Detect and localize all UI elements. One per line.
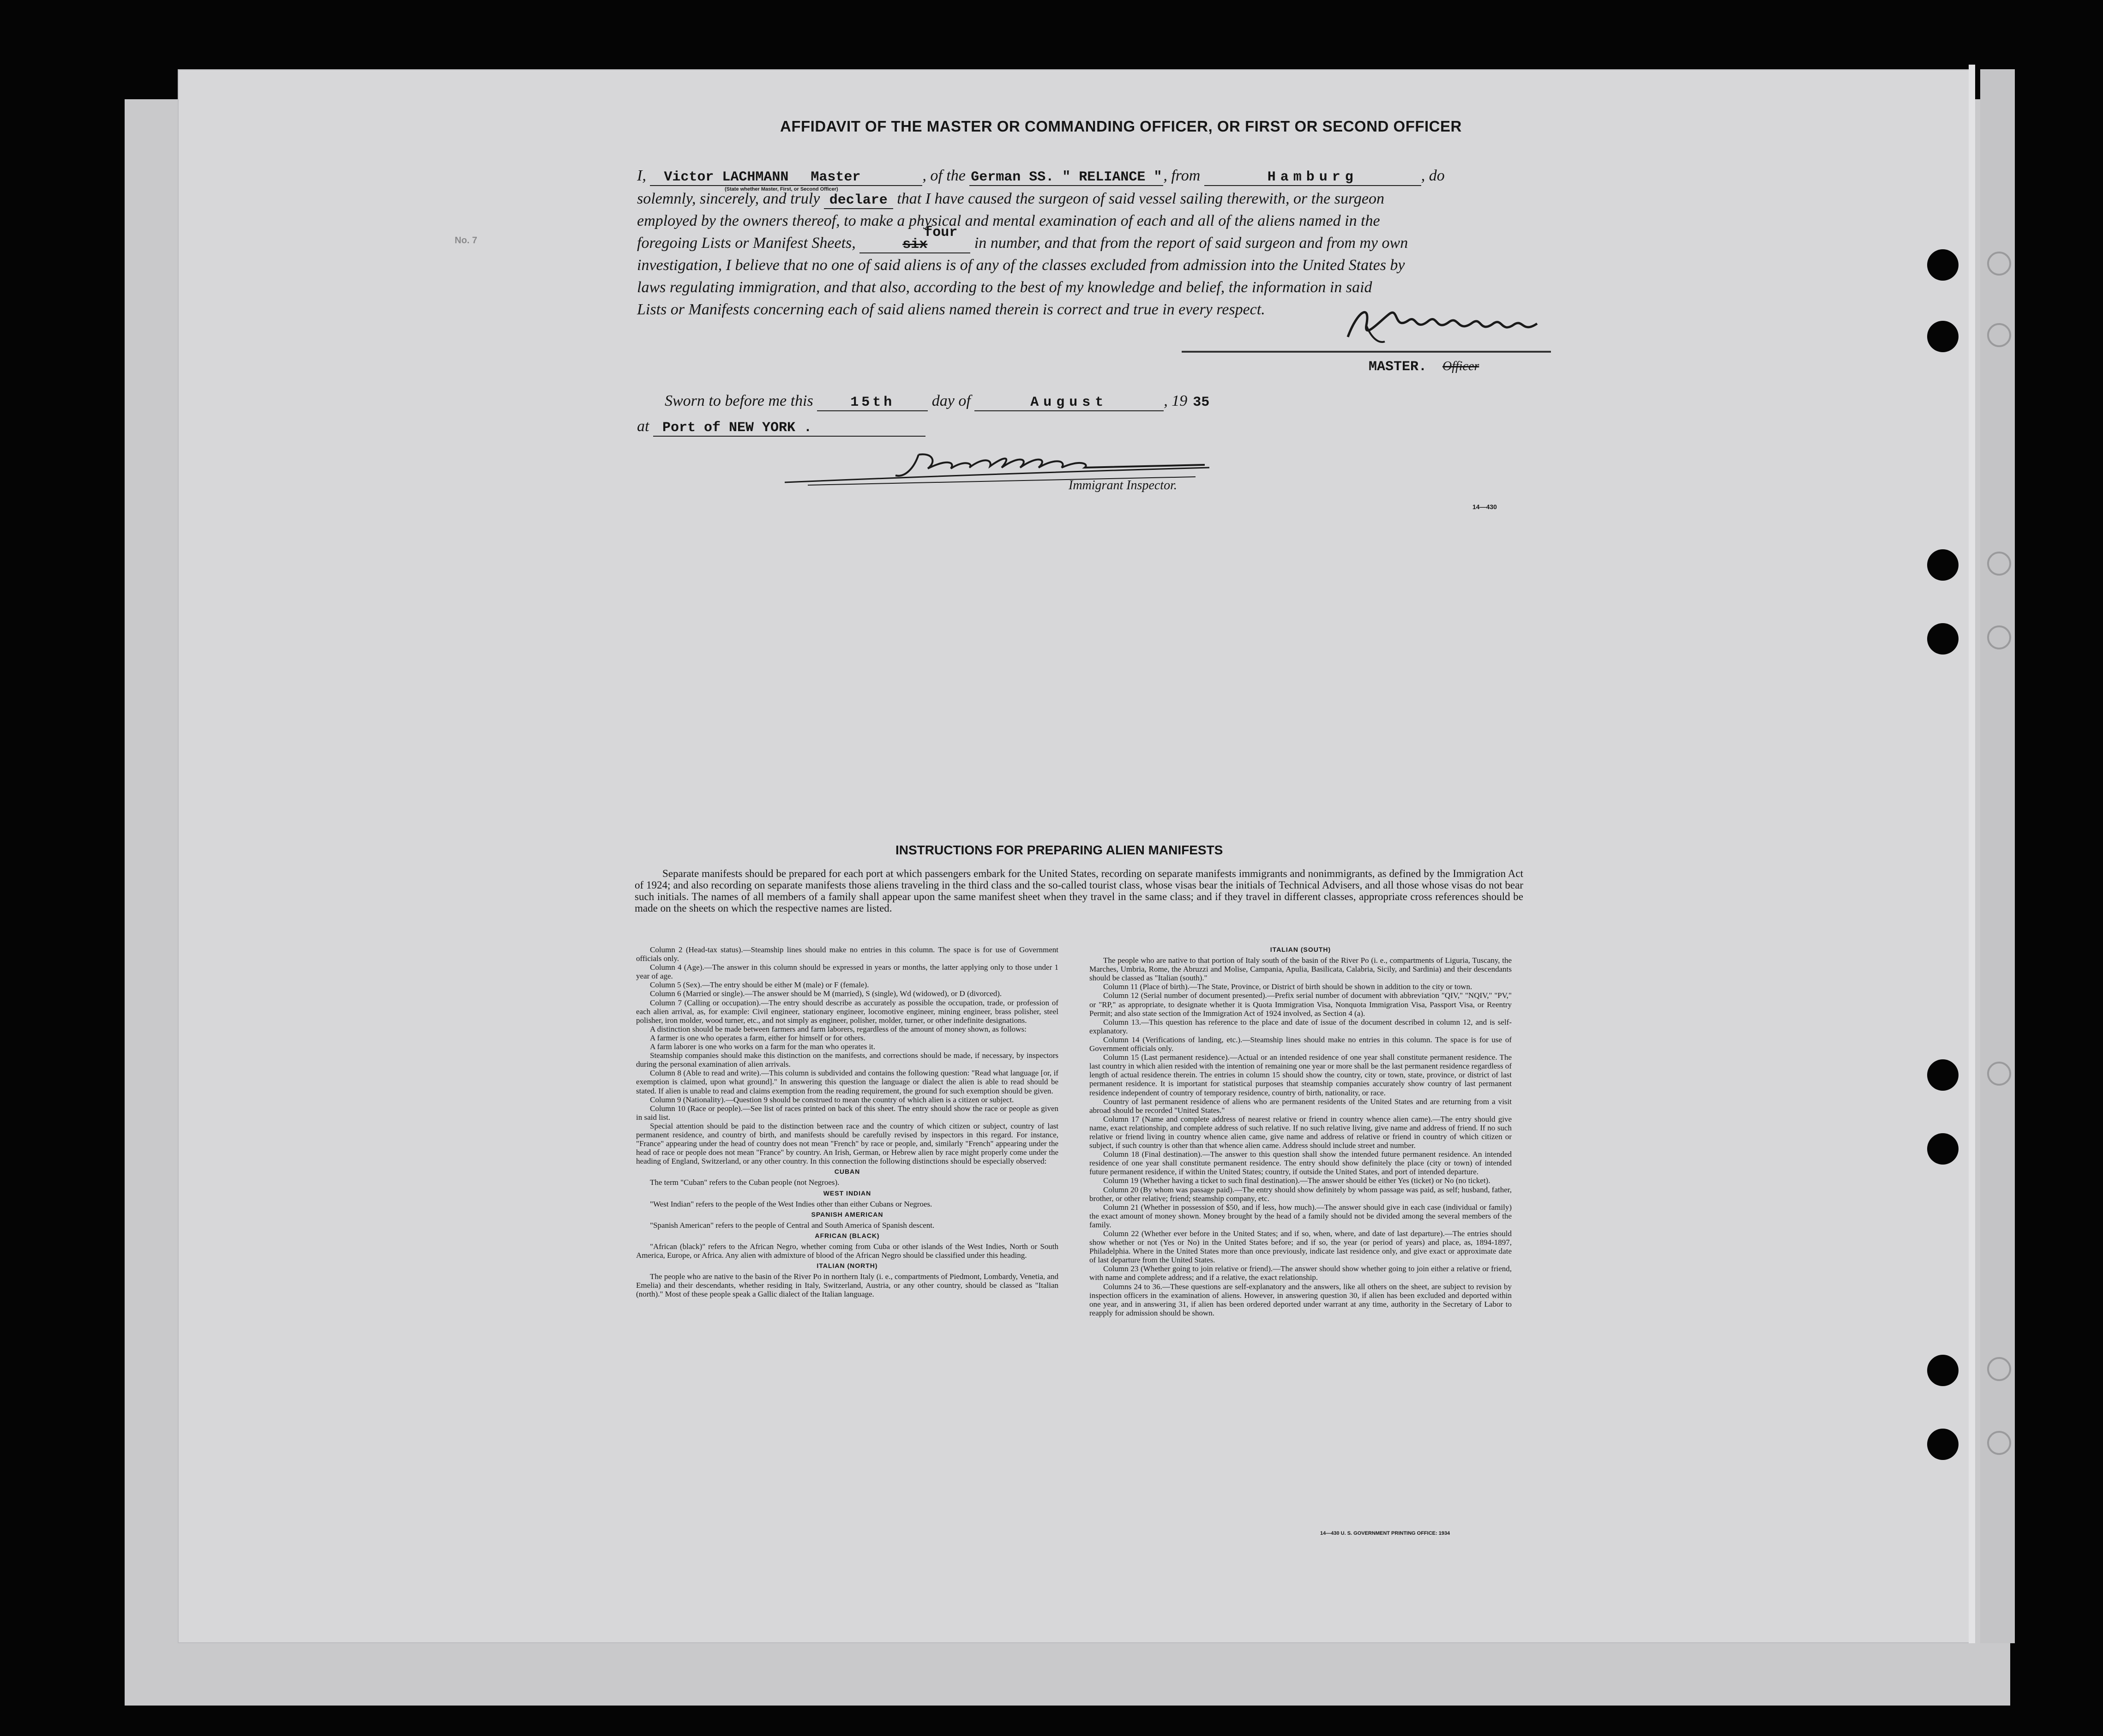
- paragraph: Column 19 (Whether having a ticket to such final destination).—The answer should be either Yes (ticket) or No (no ticket).: [1103, 1176, 1490, 1185]
- paragraph: The term "Cuban" refers to the Cuban people (not Negroes).: [650, 1178, 840, 1187]
- officer-name: [650, 169, 922, 186]
- text: I,: [637, 167, 646, 184]
- affidavit-line-2: [637, 190, 1384, 209]
- sworn-line: [665, 392, 1215, 411]
- paragraph: Column 10 (Race or people).—See list of races printed on back of this sheet. The entry should show the race or people as given in said list.: [636, 1104, 1058, 1122]
- instructions-left-column: [636, 945, 1058, 1299]
- punch-hole: [1927, 321, 1959, 352]
- paragraph: "Spanish American" refers to the people of Central and South America of Spanish descent.: [650, 1220, 935, 1230]
- text: day of: [931, 392, 971, 409]
- text: , do: [1421, 167, 1445, 184]
- paragraph: Column 20 (By whom was passage paid).—The entry should show definitely by whom passage was paid, as self; husband, father, brother, or other relative; friend; steamship company, etc.: [1089, 1185, 1512, 1203]
- paragraph: Column 15 (Last permanent residence).—Actual or an intended residence of one year shall constitute permanent residence. The last country in which alien resided with the intention of remaining one year or more shall be the last permanent residence regardless of length of actual residence therein. The entries in column 15 should show the country, city or town, state, province, or district of last permanent residence. It is important for statistical purposes that steamship companies accurately show country of last permanent residence independent of country of temporary residence, country of birth, nationality, or race.: [1089, 1053, 1512, 1097]
- at-line: [637, 418, 925, 437]
- officer-struck: Officer: [1442, 359, 1479, 373]
- sheet-count-inserted: four: [924, 225, 958, 240]
- officer-rank: Master: [811, 169, 861, 185]
- text: in number, and that from the report of said surgeon and from my own: [974, 234, 1408, 252]
- text: at: [637, 418, 649, 435]
- paragraph: Column 23 (Whether going to join relative or friend).—The answer should show whether going to join either a relative or friend, with name and complete address; and if a relative, the exact relationship.: [1089, 1264, 1512, 1282]
- paragraph: Column 22 (Whether ever before in the United States; and if so, when, where, and date of last departure).—The entries should show whether or not (Yes or No) in the United States before; and if so, the year (or period of years) and place, as, 1894-1897, Philadelphia. Where in the United States more than once previously, indicate last residence only, and give exact or approximate date of last departure from the United States.: [1089, 1229, 1512, 1265]
- paragraph: Column 7 (Calling or occupation).—The entry should describe as accurately as possible the occupation, trade, or profession of each alien arrival, as, for example: Civil engineer, stationary engineer, locomotive engineer, mining engineer, brass polisher, steel polisher, iron molder, wood turner, etc., and not simply as engineer, polisher, molder, turner, or other indefinite designations.: [636, 998, 1058, 1025]
- officer-name-value: Victor LACHMANN: [664, 169, 789, 185]
- affidavit-line-5: investigation, I believe that no one of said aliens is of any of the classes excluded from admission into the United States by: [637, 257, 1405, 274]
- paragraph: Column 4 (Age).—The answer in this column should be expressed in years or months, the latter applying only to those under 1 year of age.: [636, 963, 1058, 981]
- affidavit-line-3: employed by the owners thereof, to make a physical and mental examination of each and all of the aliens named in the: [637, 212, 1380, 229]
- paragraph: Column 6 (Married or single).—The answer should be M (married), S (single), Wd (widowed), or D (divorced).: [650, 989, 1002, 998]
- paragraph: A farm laborer is one who works on a farm for the man who operates it.: [650, 1042, 876, 1051]
- heading-italian-south: ITALIAN (SOUTH): [1270, 946, 1331, 953]
- affidavit-line-1: [637, 167, 1445, 186]
- punch-hole: [1927, 1133, 1959, 1165]
- departure-port: Hamburg: [1204, 169, 1421, 186]
- paragraph: Column 8 (Able to read and write).—This column is subdivided and contains the following question: "Read what language [or, if exemption is claimed, upon what ground]." In answering this question the language or dialect the alien is able to read should be stated. If alien is unable to read and claims exemption from the reading requirement, the ground for such exemption should be given.: [636, 1069, 1058, 1095]
- text: Sworn to before me this: [665, 392, 813, 409]
- punch-hole: [1927, 249, 1959, 281]
- master-text: MASTER.: [1369, 359, 1427, 375]
- paragraph: Column 5 (Sex).—The entry should be either M (male) or F (female).: [650, 980, 869, 990]
- declare-field: declare: [824, 192, 893, 209]
- sworn-month: August: [974, 395, 1164, 411]
- sworn-year: 35: [1193, 395, 1210, 410]
- paragraph: Steamship companies should make this distinction on the manifests, and corrections should be made, if necessary, by inspectors during the personal examination of alien arrivals.: [636, 1051, 1058, 1069]
- heading-cuban: CUBAN: [834, 1168, 860, 1176]
- paragraph: Column 13.—This question has reference to the place and date of issue of the document described in column 12, and is self-explanatory.: [1089, 1017, 1512, 1035]
- at-port: Port of NEW YORK .: [653, 420, 925, 437]
- instructions-right-column: [1089, 945, 1512, 1317]
- punch-hole-shadow: [1987, 625, 2011, 649]
- paragraph: Country of last permanent residence of aliens who are permanent residents of the United States and are returning from a visit abroad should be recorded "United States.": [1089, 1097, 1512, 1115]
- paragraph: Column 14 (Verifications of landing, etc.).—Steamship lines should make no entries in this column. The space is for use of Government officials only.: [1089, 1035, 1512, 1053]
- paragraph: Columns 24 to 36.—These questions are self-explanatory and the answers, like all others on the sheet, are subject to revision by inspection officers in the examination of aliens. However, in answering question 30, if alien has been excluded and deported within one year, and in answering 31, if alien has been ordered deported under warrant at any time, authority in the Secretary of Labor to reapply for admission should be shown.: [1089, 1282, 1512, 1317]
- heading-spanish-american: SPANISH AMERICAN: [811, 1210, 883, 1218]
- punch-hole: [1927, 1429, 1959, 1460]
- punch-hole-shadow: [1987, 1357, 2011, 1381]
- affidavit-title: AFFIDAVIT OF THE MASTER OR COMMANDING OFFICER, OR FIRST OR SECOND OFFICER: [780, 118, 1462, 135]
- heading-west-indian: WEST INDIAN: [823, 1189, 871, 1197]
- text: solemnly, sincerely, and truly: [637, 190, 820, 207]
- sheet-count-struck: six: [902, 237, 928, 252]
- paragraph: Column 9 (Nationality).—Question 9 should be construed to mean the country of which alien is a citizen or subject.: [650, 1095, 1014, 1104]
- instructions-title: INSTRUCTIONS FOR PREPARING ALIEN MANIFESTS: [895, 843, 1223, 857]
- text: foregoing Lists or Manifest Sheets,: [637, 234, 856, 252]
- affidavit-line-7: Lists or Manifests concerning each of said aliens named therein is correct and true in every respect.: [637, 301, 1265, 318]
- text: , of the: [922, 167, 966, 184]
- text: , 19: [1164, 392, 1188, 409]
- affidavit-line-6: laws regulating immigration, and that also, according to the best of my knowledge and belief, the information in said: [637, 279, 1372, 296]
- master-signature: [1339, 293, 1556, 348]
- master-label: [1369, 359, 1479, 375]
- affidavit-line-4: [637, 225, 1408, 253]
- punch-hole: [1927, 549, 1959, 581]
- punch-hole-shadow: [1987, 252, 2011, 276]
- binding-strip: [1980, 69, 2015, 1643]
- master-signature-line: [1182, 351, 1551, 353]
- punch-hole: [1927, 1059, 1959, 1091]
- paragraph: Special attention should be paid to the distinction between race and the country of which citizen or subject, country of last permanent residence, and country of birth, and manifests should be carefully revised by inspectors in this regard. For instance, "France" appearing under the head of country does not mean "French" by race or people, and, similarly "French" appearing under the head of race or people does not mean "France" by country. An Irish, German, or Hebrew alien by race might properly come under the heading of England, Switzerland, or any other country. In this connection the following distinctions should be especially observed:: [636, 1121, 1058, 1166]
- sworn-day: 15th: [817, 395, 928, 411]
- paragraph: Column 11 (Place of birth).—The State, Province, or District of birth should be shown in addition to the city or town.: [1103, 982, 1472, 991]
- text: , from: [1163, 167, 1201, 184]
- paragraph: Column 18 (Final destination).—The answer to this question shall show the intended future permanent residence. An intended residence of one year shall constitute permanent residence. The entry should show definitely the place (city or town) of intended future permanent residence, if within the United States; country, if outside the United States, and port of intended departure.: [1089, 1150, 1512, 1177]
- inspector-label: Immigrant Inspector.: [1069, 478, 1177, 493]
- paragraph: A farmer is one who operates a farm, either for himself or for others.: [650, 1033, 865, 1042]
- punch-hole: [1927, 623, 1959, 655]
- printing-office-footer: 14—430 U. S. GOVERNMENT PRINTING OFFICE: 1934: [1320, 1531, 1450, 1536]
- punch-hole-shadow: [1987, 323, 2011, 347]
- paragraph: Column 12 (Serial number of document presented).—Prefix serial number of document with abbreviation "QIV," "NQIV," "PV," or "RP," as appropriate, to designate whether it is Quota Immigration Visa, Nonquota Immigration Visa, Passport Visa, or Reentry Permit; and also state section of the Immigration Act of 1924 involved, as Section 4 (a).: [1089, 991, 1512, 1018]
- text: that I have caused the surgeon of said vessel sailing therewith, or the surgeon: [897, 190, 1385, 207]
- paragraph: The people who are native to the basin of the River Po in northern Italy (i. e., compartments of Piedmont, Lombardy, Venetia, and Emelia) and their descendants, whether residing in Italy, Switzerland, Austria, or any other country, should be classed as "Italian (north)." Most of these people speak a Gallic dialect of the Italian language.: [636, 1272, 1058, 1299]
- form-code: 14—430: [1472, 503, 1497, 511]
- ship-name: German SS. " RELIANCE ": [969, 169, 1163, 186]
- paragraph: Column 2 (Head-tax status).—Steamship lines should make no entries in this column. The space is for use of Government officials only.: [636, 945, 1058, 963]
- paragraph: Column 17 (Name and complete address of nearest relative or friend in country whence alien came).—The entry should give name, exact relationship, and complete address of such relative. If no such relative living, give name and address of friend. If no such relative or friend living in country whence alien came, give name and address of relative or friend in country of which citizen or subject, if such country is other than that whence alien came. Address should include street and number.: [1089, 1114, 1512, 1150]
- instructions-intro: Separate manifests should be prepared for each port at which passengers embark for the United States, recording on separate manifests immigrants and nonimmigrants, as defined by the Immigration Act of 1924; and also recording on separate manifests those aliens traveling in the third class and the so-called tourist class, whose visas bear the initials of Technical Advisers, and all those whose visas do not bear such initials. The names of all members of a family shall appear upon the same manifest sheet when they travel in the same class; and if they travel in different classes, appropriate cross references should be made on the sheets on which the respective names are listed.: [635, 868, 1523, 914]
- sheet-count: [859, 225, 970, 253]
- ghost-mark: No. 7: [455, 235, 477, 246]
- punch-hole: [1927, 1355, 1959, 1386]
- heading-italian-north: ITALIAN (NORTH): [817, 1262, 878, 1270]
- paragraph: "African (black)" refers to the African Negro, whether coming from Cuba or other islands of the West Indies, North or South America, Europe, or Africa. Any alien with admixture of blood of the African Negro should be classified under this heading.: [636, 1242, 1058, 1260]
- rank-caption: (State whether Master, First, or Second Officer): [725, 186, 838, 192]
- punch-hole-shadow: [1987, 552, 2011, 576]
- paragraph: A distinction should be made between farmers and farm laborers, regardless of the amount of money shown, as follows:: [650, 1024, 1027, 1033]
- paragraph: "West Indian" refers to the people of the West Indies other than either Cubans or Negroes.: [650, 1199, 932, 1208]
- paragraph: Column 21 (Whether in possession of $50, and if less, how much).—The answer should give in each case (individual or family) the exact amount of money shown. Money brought by the head of a family should not be divided among the several members of the family.: [1089, 1202, 1512, 1229]
- punch-hole-shadow: [1987, 1431, 2011, 1455]
- heading-african: AFRICAN (BLACK): [815, 1231, 880, 1239]
- paragraph: The people who are native to that portion of Italy south of the basin of the River Po (i. e., compartments of Liguria, Tuscany, the Marches, Umbria, Rome, the Abruzzi and Molise, Campania, Apulia, Basilicata, Calabria, Sicily, and Sardinia) and their descendants should be classed as "Italian (south).": [1089, 956, 1512, 983]
- punch-hole-shadow: [1987, 1062, 2011, 1086]
